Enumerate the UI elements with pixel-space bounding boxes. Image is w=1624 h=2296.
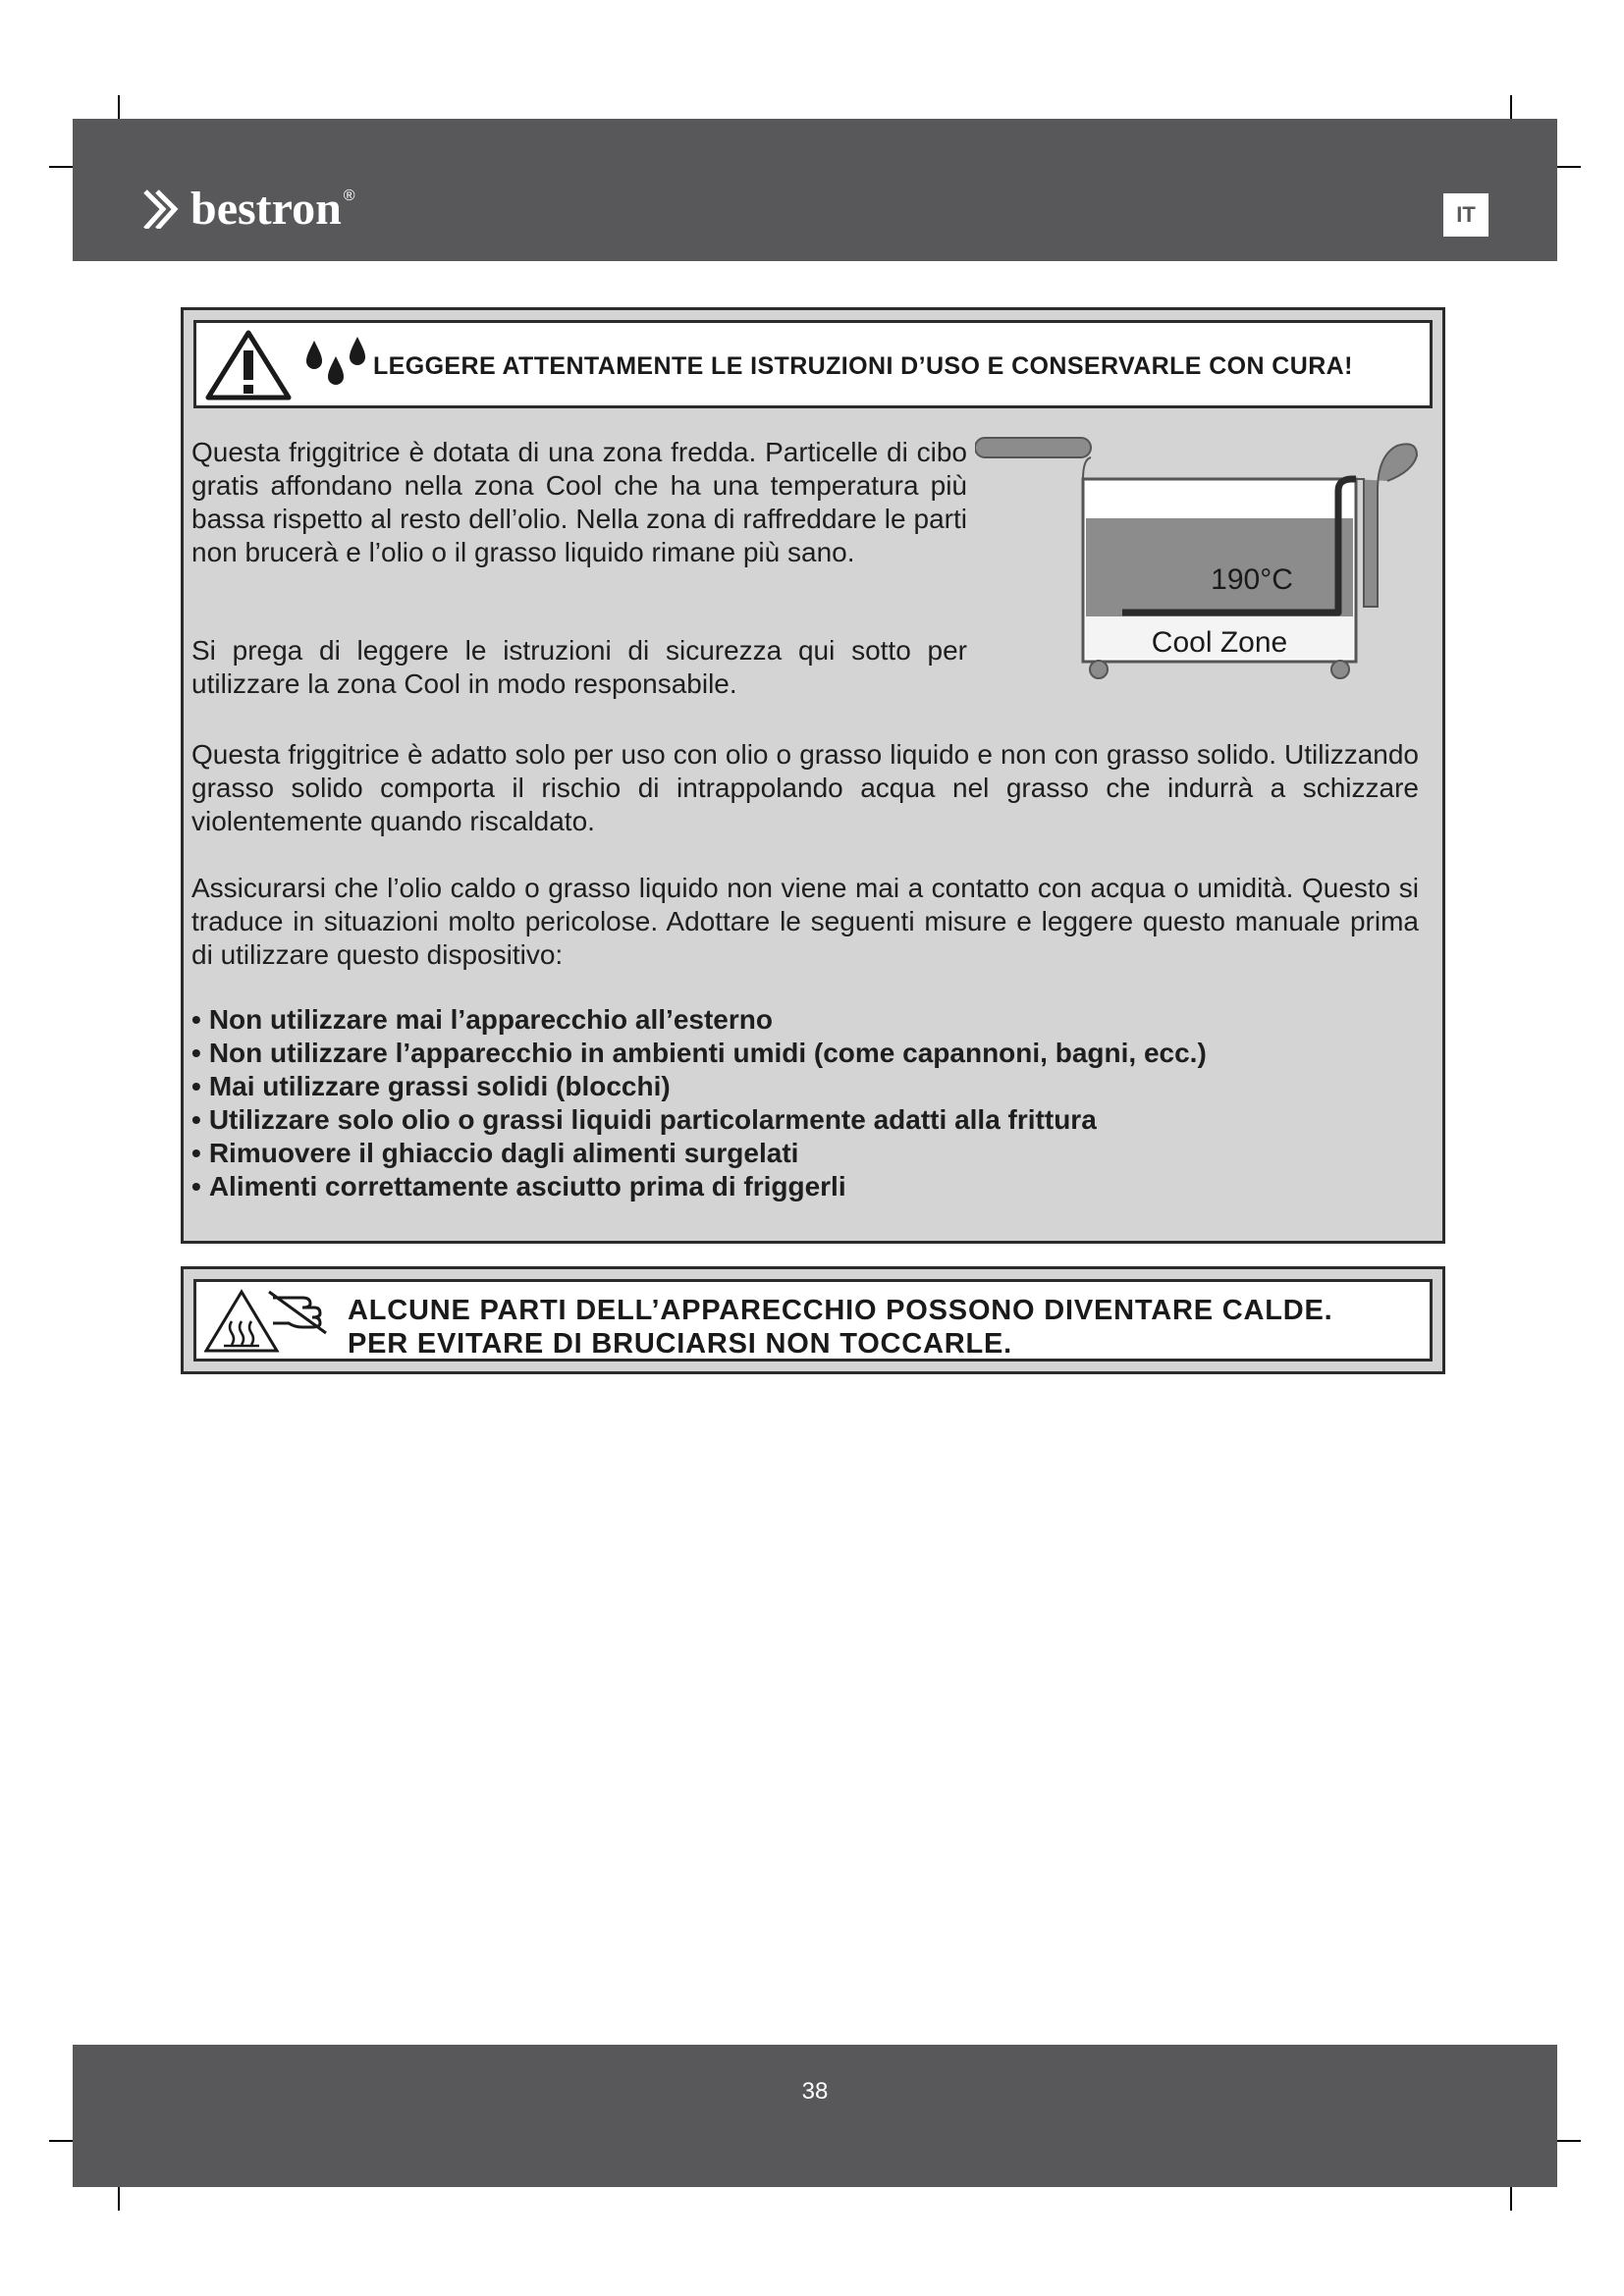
double-chevron-icon [141, 189, 185, 229]
water-drops-icon [302, 335, 371, 394]
cool-zone-diagram [975, 420, 1436, 695]
bullet-marker: • [191, 1104, 201, 1135]
bullet-marker: • [191, 1004, 201, 1035]
brand-name: bestron ® [190, 183, 355, 235]
list-item [191, 1070, 1419, 1103]
list-item [191, 1003, 1419, 1037]
hot-surface-line-1: ALCUNE PARTI DELL’APPARECCHIO POSSONO DIVENTARE CALDE. [348, 1295, 1333, 1326]
bullet-marker: • [191, 1038, 201, 1068]
hot-surface-line-2: PER EVITARE DI BRUCIARSI NON TOCCARLE. [348, 1328, 1013, 1360]
header-bar [73, 119, 1557, 261]
cool-zone-label: Cool Zone [1151, 626, 1288, 659]
paragraph-liquid-oil-only: Questa friggitrice è adatto solo per uso con olio o grasso liquido e non con grasso solido. Utilizzando grasso solido comporta il rischio di intrappolando acqua nel grasso che indurrà a schizzare violentemente quando riscaldato. [191, 739, 1419, 836]
list-item-text: Mai utilizzare grassi solidi (blocchi) [208, 1071, 671, 1101]
bullet-marker: • [191, 1138, 201, 1168]
warning-title: LEGGERE ATTENTAMENTE LE ISTRUZIONI D’USO E CONSERVARLE CON CURA! [373, 352, 1353, 380]
hot-surface-text [348, 1294, 1333, 1361]
hot-surface-warning-icon [204, 1288, 338, 1355]
safety-info-panel [181, 307, 1445, 1244]
list-item [191, 1137, 1419, 1170]
read-instructions-warning [193, 320, 1433, 408]
list-item [191, 1037, 1419, 1070]
safety-bullet-list [191, 1003, 1419, 1203]
list-item [191, 1170, 1419, 1203]
list-item-text: Rimuovere il ghiaccio dagli alimenti surgelati [208, 1138, 799, 1168]
temperature-label: 190°C [1211, 563, 1293, 596]
bullet-marker: • [191, 1171, 201, 1201]
list-item-text: Alimenti correttamente asciutto prima di friggerli [208, 1171, 846, 1201]
bullet-marker: • [191, 1071, 201, 1101]
warning-triangle-icon [204, 329, 293, 401]
list-item [191, 1103, 1419, 1137]
no-touch-hand-icon [269, 1292, 326, 1333]
list-item-text: Utilizzare solo olio o grassi liquidi particolarmente adatti alla frittura [208, 1104, 1097, 1135]
registered-mark: ® [343, 187, 355, 204]
list-item-text: Non utilizzare l’apparecchio in ambienti umidi (come capannoni, bagni, ecc.) [208, 1038, 1207, 1068]
paragraph-water-danger: Assicurarsi che l’olio caldo o grasso liquido non viene mai a contatto con acqua o umidità. Questo si traduce in situazioni molto pericolose. Adottare le seguenti misure e leggere questo manuale prima di utilizzare questo dispositivo: [191, 873, 1419, 970]
paragraph-safety-note: Si prega di leggere le istruzioni di sicurezza qui sotto per utilizzare la zona Cool in modo responsabile. [191, 635, 967, 699]
page-number: 38 [801, 2078, 829, 2105]
footer-bar [73, 2045, 1557, 2187]
list-item-text: Non utilizzare mai l’apparecchio all’esterno [208, 1004, 773, 1035]
language-badge: IT [1443, 193, 1489, 237]
hot-surface-warning [193, 1279, 1433, 1362]
paragraph-cool-zone: Questa friggitrice è dotata di una zona fredda. Particelle di cibo gratis affondano nella zona Cool che ha una temperatura più bassa rispetto al resto dell’olio. Nella zona di raffreddare le parti non brucerà e l’olio o il grasso liquido rimane più sano. [191, 437, 967, 567]
hot-surface-panel [181, 1266, 1445, 1374]
